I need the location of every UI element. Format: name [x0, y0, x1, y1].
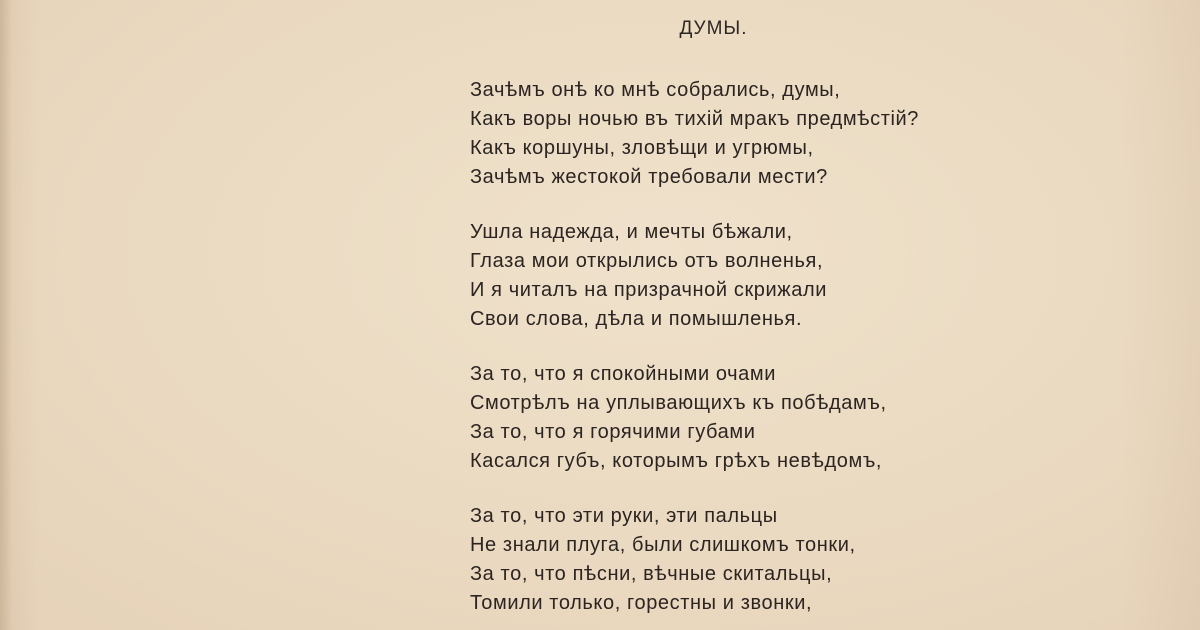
poem-line: Смотрѣлъ на уплывающихъ къ побѣдамъ,	[470, 392, 887, 414]
poem-line: Касался губъ, которымъ грѣхъ невѣдомъ,	[470, 450, 883, 472]
poem-line: За то, что пѣсни, вѣчные скитальцы,	[470, 563, 833, 585]
poem-line: За то, что эти руки, эти пальцы	[470, 505, 778, 527]
stanza-1	[470, 76, 919, 192]
poem-line: Свои слова, дѣла и помышленья.	[470, 308, 803, 330]
poem-line: Какъ коршуны, зловѣщи и угрюмы,	[470, 137, 814, 159]
poem-line: Какъ воры ночью въ тихій мракъ предмѣстій?	[470, 108, 920, 130]
stanza-4	[470, 502, 919, 618]
page-edge-shadow	[0, 0, 12, 630]
stanza-2	[470, 218, 919, 334]
poem-line: Зачѣмъ онѣ ко мнѣ собрались, думы,	[470, 79, 841, 101]
poem-body	[470, 76, 919, 630]
poem-line: Глаза мои открылись отъ волненья,	[470, 250, 824, 272]
poem-line: Зачѣмъ жестокой требовали мести?	[470, 166, 828, 188]
poem-line: Томили только, горестны и звонки,	[470, 592, 813, 614]
poem-title: ДУМЫ.	[679, 18, 748, 39]
poem-line: За то, что я спокойными очами	[470, 363, 777, 385]
stanza-3	[470, 360, 919, 476]
poem-line: За то, что я горячими губами	[470, 421, 756, 443]
poem-line: И я читалъ на призрачной скрижали	[470, 279, 828, 301]
poem-line: Ушла надежда, и мечты бѣжали,	[470, 221, 793, 243]
poem-line: Не знали плуга, были слишкомъ тонки,	[470, 534, 856, 556]
